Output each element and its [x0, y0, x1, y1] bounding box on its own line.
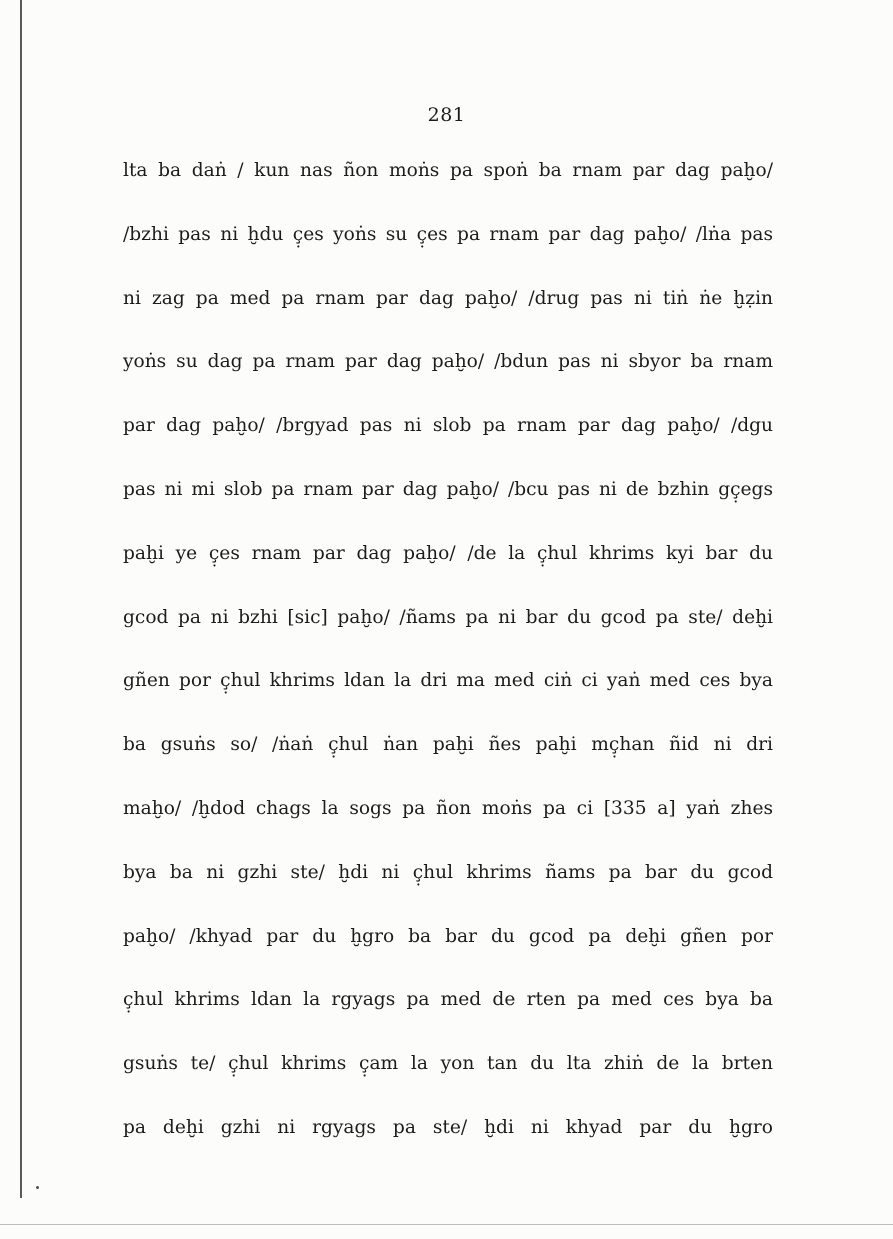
text-line: ç̣hul khrims ldan la rgyags pa med de rten pa med ces bya ba	[123, 989, 773, 1011]
text-line: lta ba daṅ / kun nas ñon moṅs pa spoṅ ba rnam par dag paḫo/	[123, 160, 773, 181]
left-margin-rule	[20, 0, 22, 1198]
body-text	[123, 158, 773, 1179]
text-line: gñen por ç̣hul khrims ldan la dri ma med ciṅ ci yaṅ med ces bya	[123, 670, 773, 692]
text-line: ni zag pa med pa rnam par dag paḫo/ /drug pas ni tiṅ ṅe ḫẓin	[123, 287, 773, 309]
text-line: yoṅs su dag pa rnam par dag paḫo/ /bdun pas ni sbyor ba rnam	[123, 351, 773, 373]
text-line: maḫo/ /ḫdod chags la sogs pa ñon moṅs pa ci [335 a] yaṅ zhes	[123, 797, 773, 819]
text-line: par dag paḫo/ /brgyad pas ni slob pa rnam par dag paḫo/ /dgu	[123, 415, 773, 437]
text-line: paḫi ye ç̣es rnam par dag paḫo/ /de la ç̣hul khrims kyi bar du	[123, 542, 773, 564]
text-line: pas ni mi slob pa rnam par dag paḫo/ /bcu pas ni de bzhin gç̣egs	[123, 478, 773, 500]
text-line: gcod pa ni bzhi [sic] paḫo/ /ñams pa ni bar du gcod pa ste/ deḫi	[123, 606, 773, 628]
text-line: pa deḫi gzhi ni rgyags pa ste/ ḫdi ni khyad par du ḫgro	[123, 1116, 773, 1138]
text-line: bya ba ni gzhi ste/ ḫdi ni ç̣hul khrims ñams pa bar du gcod	[123, 861, 773, 883]
text-line: ba gsuṅs so/ /ṅaṅ ç̣hul ṅan paḫi ñes paḫi mç̣han ñid ni dri	[123, 734, 773, 756]
page-number: 281	[427, 104, 466, 126]
text-line: /bzhi pas ni ḫdu ç̣es yoṅs su ç̣es pa rnam par dag paḫo/ /lṅa pas	[123, 223, 773, 245]
text-line: gsuṅs te/ ç̣hul khrims ç̣am la yon tan du lta zhiṅ de la brten	[123, 1053, 773, 1075]
text-line: paḫo/ /khyad par du ḫgro ba bar du gcod pa deḫi gñen por	[123, 925, 773, 947]
page-bottom-edge	[0, 1224, 893, 1225]
margin-speck	[36, 1186, 39, 1189]
